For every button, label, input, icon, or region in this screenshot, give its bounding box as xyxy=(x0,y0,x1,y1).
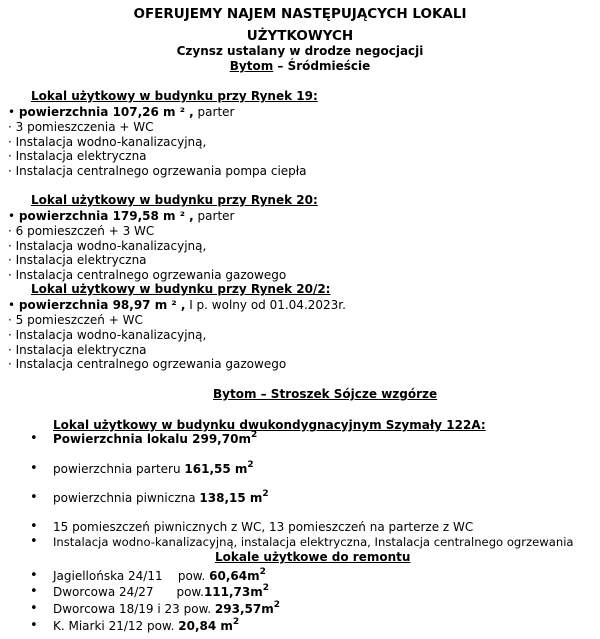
section3-item-text: 5 pomieszczeń + WC xyxy=(15,313,143,327)
section1-item-text: Instalacja elektryczna xyxy=(15,149,147,163)
section2-item: · Instalacja elektryczna xyxy=(8,253,147,267)
section4-ground xyxy=(53,462,254,476)
section3-item-text: Instalacja wodno-kanalizacyjną, xyxy=(15,328,207,342)
bullet: • xyxy=(30,461,38,476)
item-value: 293,57m xyxy=(214,602,274,616)
section4-heading: Lokal użytkowy w budynku dwukondygnacyjnym Szymały 122A: xyxy=(53,418,486,432)
section1-item: · 3 pomieszczenia + WC xyxy=(8,120,154,134)
bullet: • xyxy=(30,584,38,599)
bullet: • xyxy=(30,601,38,616)
section5-item xyxy=(53,602,280,616)
section2-area-label: powierzchnia 179,58 m ² , xyxy=(18,209,194,223)
section1-area-label: powierzchnia 107,26 m ² , xyxy=(18,105,194,119)
section2-item-text: 6 pomieszczeń + 3 WC xyxy=(15,224,155,238)
section2-item-text: Instalacja elektryczna xyxy=(15,253,147,267)
section2-item-text: Instalacja centralnego ogrzewania gazowego xyxy=(15,268,287,282)
item-gap: pow. xyxy=(162,569,210,583)
item-sup: 2 xyxy=(273,600,280,610)
section2-item: · 6 pomieszczeń + 3 WC xyxy=(8,224,155,238)
section2-item: · Instalacja centralnego ogrzewania gazowego xyxy=(8,268,287,282)
item-value: 111,73m xyxy=(203,585,263,599)
section4-installations: Instalacja wodno-kanalizacyjną, instalacja elektryczna, Instalacja centralnego ogrzewania xyxy=(53,535,574,549)
item-address: Dworcowa 18/19 i 23 pow. xyxy=(53,602,215,616)
section1-item: · Instalacja elektryczna xyxy=(8,149,147,163)
section5-item xyxy=(53,569,266,583)
section5-item xyxy=(53,585,269,599)
section4-ground-label: powierzchnia parteru xyxy=(53,462,185,476)
section1-area: • powierzchnia 107,26 m ² , parter xyxy=(8,105,235,119)
section5-item xyxy=(53,619,239,633)
section3-area-label: powierzchnia 98,97 m ² , xyxy=(18,298,186,312)
location-district: Śródmieście xyxy=(287,59,371,73)
section4-basement-label: powierzchnia piwniczna xyxy=(53,491,200,505)
section1-item: · Instalacja wodno-kanalizacyjną, xyxy=(8,135,207,149)
section1-item-text: 3 pomieszczenia + WC xyxy=(15,120,154,134)
section3-item: · 5 pomieszczeń + WC xyxy=(8,313,143,327)
section4-basement-sup: 2 xyxy=(262,489,269,499)
bullet: • xyxy=(30,534,38,549)
bullet: • xyxy=(30,490,38,505)
section3-item: · Instalacja wodno-kanalizacyjną, xyxy=(8,328,207,342)
section3-heading: Lokal użytkowy w budynku przy Rynek 20/2: xyxy=(31,282,331,296)
item-sup: 2 xyxy=(262,583,270,593)
section4-total-sup: 2 xyxy=(250,430,258,440)
bullet: • xyxy=(30,568,38,583)
section2-item-text: Instalacja wodno-kanalizacyjną, xyxy=(15,239,207,253)
section3-area-note: I p. wolny od 01.04.2023r. xyxy=(185,298,346,312)
section4-total xyxy=(53,432,257,446)
section2-item: · Instalacja wodno-kanalizacyjną, xyxy=(8,239,207,253)
section1-area-note: parter xyxy=(193,105,235,119)
section4-total-label: Powierzchnia lokalu 299,70m xyxy=(53,432,251,446)
section3-item: · Instalacja centralnego ogrzewania gazowego xyxy=(8,357,287,371)
section4-location: Bytom – Stroszek Sójcze wzgórze xyxy=(213,387,438,401)
section3-item-text: Instalacja centralnego ogrzewania gazowego xyxy=(15,357,287,371)
item-address: Jagiellońska 24/11 xyxy=(53,569,163,583)
subtitle: Czynsz ustalany w drodze negocjacji xyxy=(176,44,424,58)
location-separator: – xyxy=(273,59,288,73)
section4-ground-value: 161,55 m xyxy=(184,462,248,476)
section5-heading: Lokale użytkowe do remontu xyxy=(215,550,411,564)
location-city: Bytom xyxy=(229,59,274,73)
section1-item-text: Instalacja wodno-kanalizacyjną, xyxy=(15,135,207,149)
bullet: • xyxy=(30,618,38,633)
item-sup: 2 xyxy=(232,617,240,627)
bullet: • xyxy=(30,431,38,446)
section1-item-text: Instalacja centralnego ogrzewania pompa ciepła xyxy=(15,164,307,178)
section3-item: · Instalacja elektryczna xyxy=(8,343,147,357)
section4-rooms: 15 pomieszczeń piwnicznych z WC, 13 pomieszczeń na parterze z WC xyxy=(53,520,474,534)
section4-ground-sup: 2 xyxy=(247,460,254,470)
section4-basement-value: 138,15 m xyxy=(199,491,263,505)
section2-heading: Lokal użytkowy w budynku przy Rynek 20: xyxy=(31,193,318,207)
bullet: • xyxy=(30,519,38,534)
item-address: K. Miarki 21/12 pow. xyxy=(53,619,179,633)
page-title-line2: UŻYTKOWYCH xyxy=(246,28,354,44)
section4-basement xyxy=(53,491,269,505)
section1-heading: Lokal użytkowy w budynku przy Rynek 19: xyxy=(31,89,318,103)
section2-area: • powierzchnia 179,58 m ² , parter xyxy=(8,209,235,223)
section1-item: · Instalacja centralnego ogrzewania pompa ciepła xyxy=(8,164,307,178)
item-gap: pow. xyxy=(153,585,204,599)
location-heading xyxy=(0,59,600,73)
item-address: Dworcowa 24/27 xyxy=(53,585,154,599)
section2-area-note: parter xyxy=(193,209,235,223)
section3-area: • powierzchnia 98,97 m ² , I p. wolny od 01.04.2023r. xyxy=(8,298,346,312)
page-title-line1: OFERUJEMY NAJEM NASTĘPUJĄCYCH LOKALI xyxy=(133,6,467,22)
item-value: 20,84 m xyxy=(178,619,233,633)
item-sup: 2 xyxy=(259,567,266,577)
section3-item-text: Instalacja elektryczna xyxy=(15,343,147,357)
item-value: 60,64m xyxy=(209,569,260,583)
